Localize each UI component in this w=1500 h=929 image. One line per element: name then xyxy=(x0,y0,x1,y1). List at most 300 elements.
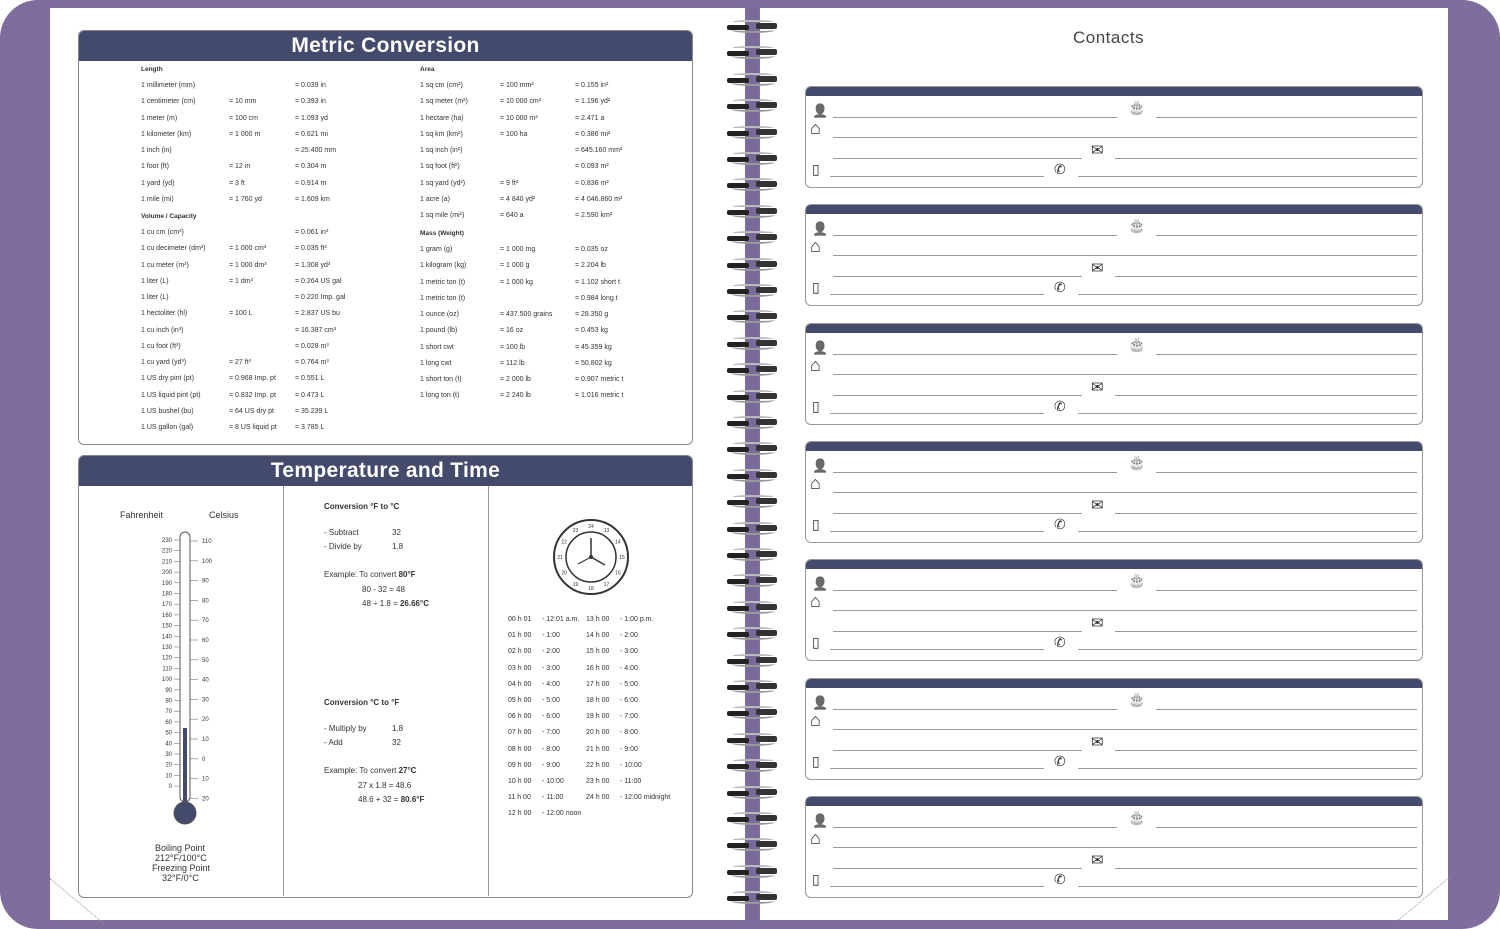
birthday-icon: 🎂 xyxy=(1128,453,1146,470)
ring-wire xyxy=(731,634,775,640)
mass-cell: 1 metric ton (t) xyxy=(420,294,466,302)
mass-cell: 1 gram (g) xyxy=(420,246,453,253)
name-field[interactable] xyxy=(833,827,1117,828)
volume-cell: = 0.832 Imp. pt xyxy=(229,391,276,399)
fahrenheit-tick: 170 xyxy=(161,602,172,609)
area-cell: = 1.196 yd² xyxy=(575,98,611,106)
binding-ring xyxy=(727,706,777,720)
phone-icon: ✆ xyxy=(1054,279,1066,296)
time-24h: 21 h 00 xyxy=(586,745,610,753)
time-12h: - 3:00 xyxy=(620,648,638,656)
contact-card-header xyxy=(806,205,1422,214)
time-24h: 16 h 00 xyxy=(586,664,610,672)
birthday-field[interactable] xyxy=(1156,827,1417,828)
home-icon: ⌂ xyxy=(810,472,821,493)
birthday-field[interactable] xyxy=(1156,235,1417,236)
length-cell: = 1 000 m xyxy=(229,130,261,138)
phone-icon: ✆ xyxy=(1054,397,1066,414)
birthday-field[interactable] xyxy=(1156,472,1417,473)
person-icon: 👤 xyxy=(812,812,829,828)
length-heading: Length xyxy=(141,66,163,73)
binding-ring xyxy=(727,337,777,351)
binding-ring xyxy=(727,46,777,60)
mobile-field[interactable] xyxy=(830,649,1044,650)
mobile-field[interactable] xyxy=(830,413,1044,414)
ring-wire xyxy=(731,872,775,878)
contacts-title: Contacts xyxy=(1073,28,1145,47)
fahrenheit-tick: 120 xyxy=(161,655,172,662)
person-icon: 👤 xyxy=(812,576,829,592)
area-cell: = 10 000 cm² xyxy=(500,98,542,106)
ring-wire xyxy=(731,555,775,561)
ring-wire xyxy=(731,106,775,112)
mobile-icon: ▯ xyxy=(812,752,820,769)
ring-wire xyxy=(731,449,775,455)
mobile-icon: ▯ xyxy=(812,515,820,532)
time-12h: - 5:00 xyxy=(542,697,560,704)
mass-cell: = 100 lb xyxy=(500,343,526,351)
length-cell: 1 inch (in) xyxy=(141,147,172,154)
birthday-icon: 🎂 xyxy=(1128,217,1146,234)
binding-ring xyxy=(727,126,777,140)
birthday-icon: 🎂 xyxy=(1128,808,1146,825)
mass-cell: = 1 000 kg xyxy=(500,278,533,286)
email-field[interactable] xyxy=(1115,513,1417,514)
area-cell: = 9 ft² xyxy=(500,179,519,187)
address-field[interactable] xyxy=(833,255,1417,256)
binding-ring xyxy=(727,654,777,668)
binding-ring xyxy=(727,178,777,192)
phone-field[interactable] xyxy=(1078,413,1417,414)
celsius-tick: 60 xyxy=(202,638,209,644)
example-value: 80°F xyxy=(398,570,416,579)
mass-cell: = 50.802 kg xyxy=(575,359,612,367)
mass-cell: = 1.102 short t xyxy=(575,278,620,286)
time-12h: - 10:00 xyxy=(620,761,642,769)
contact-card-header xyxy=(806,324,1422,333)
phone-field[interactable] xyxy=(1078,649,1417,650)
binding-ring xyxy=(727,680,777,694)
contact-card xyxy=(805,86,1423,188)
time-24h: 23 h 00 xyxy=(586,778,610,785)
clock-number: 19 xyxy=(572,581,579,588)
area-cell: 1 sq km (km²) xyxy=(420,130,463,138)
area-cell: = 2.471 a xyxy=(575,114,605,122)
binding-ring xyxy=(727,363,777,377)
contact-card-header xyxy=(806,797,1422,806)
time-12h: - 2:00 xyxy=(620,632,638,640)
area-cell: 1 acre (a) xyxy=(420,195,450,203)
length-cell: = 12 in xyxy=(229,163,251,171)
contact-card-header xyxy=(806,442,1422,451)
volume-cell: = 64 US dry pt xyxy=(229,407,274,415)
column-divider xyxy=(488,486,489,896)
celsius-tick: 40 xyxy=(202,677,209,684)
time-12h: - 9:00 xyxy=(542,761,560,769)
volume-cell: = 1 dm³ xyxy=(229,277,253,285)
time-12h: - 12:01 a.m. xyxy=(542,616,580,623)
volume-heading: Volume / Capacity xyxy=(141,213,197,220)
fahrenheit-tick: 130 xyxy=(161,645,172,651)
celsius-tick: 70 xyxy=(202,618,209,625)
metric-conversion-title: Metric Conversion xyxy=(79,31,692,61)
mass-cell: 1 pound (lb) xyxy=(420,327,458,335)
binding-ring xyxy=(727,284,777,298)
contact-card-header xyxy=(806,87,1422,96)
ring-wire xyxy=(731,581,775,587)
time-12h: - 12:00 midnight xyxy=(620,794,671,802)
mass-cell: = 112 lb xyxy=(500,359,525,367)
area-cell: 1 hectare (ha) xyxy=(420,114,464,122)
area-cell: = 0.093 m² xyxy=(575,163,609,171)
thermometer xyxy=(140,528,230,828)
area-cell: = 640 a xyxy=(500,212,524,219)
mobile-field[interactable] xyxy=(830,531,1044,532)
email-field[interactable] xyxy=(1115,868,1417,869)
clock-number: 24 xyxy=(588,524,594,530)
binding-ring xyxy=(727,310,777,324)
time-12h: - 5:00 xyxy=(620,680,638,688)
time-12h: - 7:00 xyxy=(542,729,560,737)
phone-field[interactable] xyxy=(1078,176,1417,177)
person-icon: 👤 xyxy=(812,339,829,355)
time-24h: 24 h 00 xyxy=(586,794,610,802)
mass-cell: = 0.984 long t xyxy=(575,294,618,302)
name-field[interactable] xyxy=(833,590,1117,591)
time-12h: - 1:00 p.m. xyxy=(620,616,654,623)
fahrenheit-tick: 160 xyxy=(161,612,172,619)
phone-icon: ✆ xyxy=(1054,161,1066,177)
area-cell: 1 sq foot (ft²) xyxy=(420,163,460,171)
binding-ring xyxy=(727,759,777,773)
fahrenheit-tick: 180 xyxy=(161,591,172,598)
address-field[interactable] xyxy=(833,729,1417,730)
person-icon: 👤 xyxy=(812,694,829,710)
c-to-f-heading: Conversion °C to °F xyxy=(324,698,400,707)
time-24h: 10 h 00 xyxy=(508,778,532,785)
spine xyxy=(747,8,758,920)
time-24h: 04 h 00 xyxy=(508,680,532,688)
time-24h: 03 h 00 xyxy=(508,664,532,672)
clock-number: 13 xyxy=(603,528,610,535)
volume-cell: 1 US bushel (bu) xyxy=(141,407,194,415)
celsius-tick: 0 xyxy=(202,756,206,763)
binding-ring xyxy=(727,812,777,826)
birthday-field[interactable] xyxy=(1156,354,1417,355)
celsius-tick: 100 xyxy=(202,558,213,565)
24-hour-clock xyxy=(552,518,630,596)
area-cell: = 100 ha xyxy=(500,130,528,138)
volume-cell: 1 cu yard (yd³) xyxy=(141,359,187,366)
binding-ring xyxy=(727,73,777,87)
email-field[interactable] xyxy=(1115,158,1417,159)
address-field[interactable] xyxy=(833,492,1417,493)
mobile-icon: ▯ xyxy=(812,161,820,177)
clock-number: 18 xyxy=(588,586,594,592)
volume-cell: = 0.473 L xyxy=(295,391,325,399)
volume-cell: = 1 000 dm³ xyxy=(229,261,267,269)
temperature-time-title: Temperature and Time xyxy=(79,456,692,486)
f-to-c-example xyxy=(324,570,416,579)
address-field-2[interactable] xyxy=(833,868,1082,869)
volume-cell: = 0.264 US gal xyxy=(295,277,342,285)
length-cell: = 1 760 yd xyxy=(229,195,262,203)
time-12h: - 10:00 xyxy=(542,778,564,785)
contact-card xyxy=(805,796,1423,898)
name-field[interactable] xyxy=(833,354,1117,355)
email-field[interactable] xyxy=(1115,276,1417,277)
time-24h: 06 h 00 xyxy=(508,713,532,721)
volume-cell: = 0.035 ft³ xyxy=(295,245,327,253)
volume-cell: = 1 000 cm³ xyxy=(229,245,267,253)
address-field-2[interactable] xyxy=(833,276,1082,277)
length-cell: = 100 cm xyxy=(229,114,258,122)
mass-cell: 1 long ton (t) xyxy=(420,392,460,400)
mass-cell: = 1 000 g xyxy=(500,262,530,270)
f-to-c-step1: - Subtract xyxy=(324,528,359,537)
email-icon: ✉ xyxy=(1091,733,1104,751)
celsius-tick: 50 xyxy=(202,657,209,664)
email-field[interactable] xyxy=(1115,395,1417,396)
email-icon: ✉ xyxy=(1091,851,1104,869)
mass-cell: 1 ounce (oz) xyxy=(420,311,459,318)
ring-wire xyxy=(731,423,775,429)
address-field[interactable] xyxy=(833,374,1417,375)
volume-cell: 1 liter (L) xyxy=(141,294,169,301)
phone-field[interactable] xyxy=(1078,531,1417,532)
binding-ring xyxy=(727,865,777,879)
celsius-tick: 90 xyxy=(202,578,209,585)
fahrenheit-tick: 0 xyxy=(168,784,172,791)
birthday-field[interactable] xyxy=(1156,117,1417,118)
ring-wire xyxy=(731,291,775,297)
binding-ring xyxy=(727,258,777,272)
email-icon: ✉ xyxy=(1091,615,1104,633)
address-field[interactable] xyxy=(833,610,1417,611)
address-field[interactable] xyxy=(833,137,1417,138)
area-cell: = 0.836 m² xyxy=(575,179,609,187)
c-to-f-step2-value: 32 xyxy=(392,738,401,747)
ring-wire xyxy=(731,265,775,271)
length-cell: = 0.304 m xyxy=(295,163,327,171)
email-field[interactable] xyxy=(1115,750,1417,751)
fahrenheit-tick: 90 xyxy=(165,687,172,694)
phone-field[interactable] xyxy=(1078,294,1417,295)
ring-wire xyxy=(731,502,775,508)
time-24h: 22 h 00 xyxy=(586,761,610,769)
name-field[interactable] xyxy=(833,472,1117,473)
fahrenheit-tick: 70 xyxy=(165,709,172,716)
line2-result: 80.6°F xyxy=(400,795,425,804)
fahrenheit-tick: 30 xyxy=(165,752,172,758)
time-12h: - 11:00 xyxy=(620,778,642,785)
fahrenheit-tick: 10 xyxy=(165,773,172,780)
length-cell: 1 kilometer (km) xyxy=(141,130,192,138)
f-to-c-step2-value: 1.8 xyxy=(392,542,404,551)
address-field-2[interactable] xyxy=(833,395,1082,396)
time-12h: - 12:00 noon xyxy=(542,810,582,818)
home-icon: ⌂ xyxy=(810,709,821,730)
clock-number: 20 xyxy=(561,570,567,577)
volume-cell: = 8 US liquid pt xyxy=(229,424,277,431)
volume-cell: = 0.551 L xyxy=(295,375,325,383)
column-divider xyxy=(283,486,284,896)
c-to-f-step2: - Add xyxy=(324,738,343,747)
clock-number: 17 xyxy=(603,581,610,588)
address-field-2[interactable] xyxy=(833,631,1082,632)
clock-number: 22 xyxy=(561,539,567,546)
length-cell: = 0.621 mi xyxy=(295,130,328,138)
c-to-f-step1-value: 1.8 xyxy=(392,724,404,733)
mobile-field[interactable] xyxy=(830,176,1044,177)
length-cell: = 1.609 km xyxy=(295,195,330,203)
ring-wire xyxy=(731,898,775,904)
ring-wire xyxy=(731,793,775,799)
home-icon: ⌂ xyxy=(810,354,821,375)
ring-wire xyxy=(731,159,775,165)
address-field[interactable] xyxy=(833,847,1417,848)
fahrenheit-tick: 140 xyxy=(161,634,172,641)
mass-cell: = 437.500 grains xyxy=(500,311,553,318)
c-to-f-step1: - Multiply by xyxy=(324,724,367,733)
name-field[interactable] xyxy=(833,709,1117,710)
contact-card xyxy=(805,441,1423,543)
volume-cell: 1 hectoliter (hl) xyxy=(141,310,188,318)
ring-wire xyxy=(731,476,775,482)
mobile-icon: ▯ xyxy=(812,397,820,414)
time-12h: - 6:00 xyxy=(542,713,560,721)
celsius-tick: 20 xyxy=(202,796,209,803)
name-field[interactable] xyxy=(833,117,1117,118)
time-24h: 08 h 00 xyxy=(508,745,532,753)
address-field-2[interactable] xyxy=(833,158,1082,159)
binding-ring xyxy=(727,99,777,113)
mass-cell: = 2 000 lb xyxy=(500,376,531,383)
length-cell: = 1.093 yd xyxy=(295,114,328,122)
time-24h: 17 h 00 xyxy=(586,680,610,688)
phone-field[interactable] xyxy=(1078,886,1417,887)
mass-cell: = 16 oz xyxy=(500,327,524,335)
time-24h: 07 h 00 xyxy=(508,729,532,737)
binding-ring xyxy=(727,601,777,615)
fahrenheit-tick: 80 xyxy=(165,698,172,705)
birthday-icon: 🎂 xyxy=(1128,690,1146,707)
celsius-label: Celsius xyxy=(209,510,239,520)
volume-cell: 1 cu inch (in³) xyxy=(141,326,184,334)
time-24h: 11 h 00 xyxy=(508,794,531,802)
time-24h: 20 h 00 xyxy=(586,729,610,737)
celsius-tick: 110 xyxy=(202,539,212,545)
time-24h: 01 h 00 xyxy=(508,632,532,640)
area-cell: = 100 mm² xyxy=(500,82,534,89)
volume-cell: = 0.764 m³ xyxy=(295,359,329,366)
mobile-icon: ▯ xyxy=(812,634,820,651)
mobile-field[interactable] xyxy=(830,768,1044,769)
email-field[interactable] xyxy=(1115,631,1417,632)
birthday-field[interactable] xyxy=(1156,709,1417,710)
mass-heading: Mass (Weight) xyxy=(420,230,464,237)
area-cell: = 4 046.860 m² xyxy=(575,195,623,203)
mass-cell: = 0.453 kg xyxy=(575,327,608,335)
example-value: 27°C xyxy=(398,766,417,775)
mass-cell: = 45.359 kg xyxy=(575,343,612,351)
volume-cell: 1 cu cm (cm³) xyxy=(141,229,184,236)
birthday-field[interactable] xyxy=(1156,590,1417,591)
fahrenheit-tick: 210 xyxy=(161,559,172,566)
length-cell: = 0.914 m xyxy=(295,179,327,187)
mass-cell: = 1 000 mg xyxy=(500,246,536,253)
ring-wire xyxy=(731,713,775,719)
contact-card xyxy=(805,678,1423,780)
time-12h: - 9:00 xyxy=(620,745,638,753)
birthday-icon: 🎂 xyxy=(1128,572,1146,589)
area-cell: = 10 000 m² xyxy=(500,114,538,122)
binding-ring xyxy=(727,20,777,34)
length-cell: 1 millimeter (mm) xyxy=(141,82,196,89)
f-to-c-step1-value: 32 xyxy=(392,528,401,537)
area-cell: 1 sq cm (cm²) xyxy=(420,82,463,89)
celsius-tick: 10 xyxy=(202,737,209,743)
time-12h: - 7:00 xyxy=(620,713,638,721)
binding-ring xyxy=(727,469,777,483)
binding-ring xyxy=(727,231,777,245)
mobile-field[interactable] xyxy=(830,886,1044,887)
mass-cell: = 28.350 g xyxy=(575,311,609,318)
fahrenheit-tick: 220 xyxy=(161,548,172,555)
person-icon: 👤 xyxy=(812,457,829,473)
ring-wire xyxy=(731,238,775,244)
time-24h: 14 h 00 xyxy=(586,632,610,640)
mass-cell: = 2.204 lb xyxy=(575,262,606,270)
length-cell: 1 centimeter (cm) xyxy=(141,98,196,106)
time-24h: 05 h 00 xyxy=(508,697,532,704)
address-field-2[interactable] xyxy=(833,513,1082,514)
phone-icon: ✆ xyxy=(1054,870,1066,887)
area-cell: = 645.160 mm² xyxy=(575,147,623,154)
area-cell: = 4 840 yd² xyxy=(500,195,536,203)
mobile-icon: ▯ xyxy=(812,870,820,887)
volume-cell: = 0.028 m³ xyxy=(295,342,329,350)
binding-ring xyxy=(727,442,777,456)
contact-card-header xyxy=(806,560,1422,569)
mass-cell: = 2 240 lb xyxy=(500,392,531,400)
ring-wire xyxy=(731,687,775,693)
contact-card xyxy=(805,559,1423,661)
fahrenheit-tick: 230 xyxy=(161,538,172,544)
mass-cell: 1 short ton (t) xyxy=(420,376,462,383)
length-cell: 1 mile (mi) xyxy=(141,195,174,203)
ring-wire xyxy=(731,185,775,191)
mobile-field[interactable] xyxy=(830,294,1044,295)
fahrenheit-tick: 100 xyxy=(161,677,172,684)
c-to-f-line2 xyxy=(358,795,424,804)
celsius-tick: 30 xyxy=(202,697,209,704)
home-icon: ⌂ xyxy=(810,591,821,612)
name-field[interactable] xyxy=(833,235,1117,236)
time-12h: - 1:00 xyxy=(542,632,560,640)
volume-cell: = 16.387 cm³ xyxy=(295,326,337,334)
time-12h: - 6:00 xyxy=(620,697,638,704)
volume-cell: = 27 ft³ xyxy=(229,359,251,366)
email-icon: ✉ xyxy=(1091,496,1104,514)
address-field-2[interactable] xyxy=(833,750,1082,751)
binding-ring xyxy=(727,574,777,588)
time-24h: 00 h 01 xyxy=(508,616,532,623)
binding-ring xyxy=(727,495,777,509)
person-icon: 👤 xyxy=(812,103,829,118)
phone-field[interactable] xyxy=(1078,768,1417,769)
boiling-point-value: 212°F/100°C xyxy=(155,853,207,863)
